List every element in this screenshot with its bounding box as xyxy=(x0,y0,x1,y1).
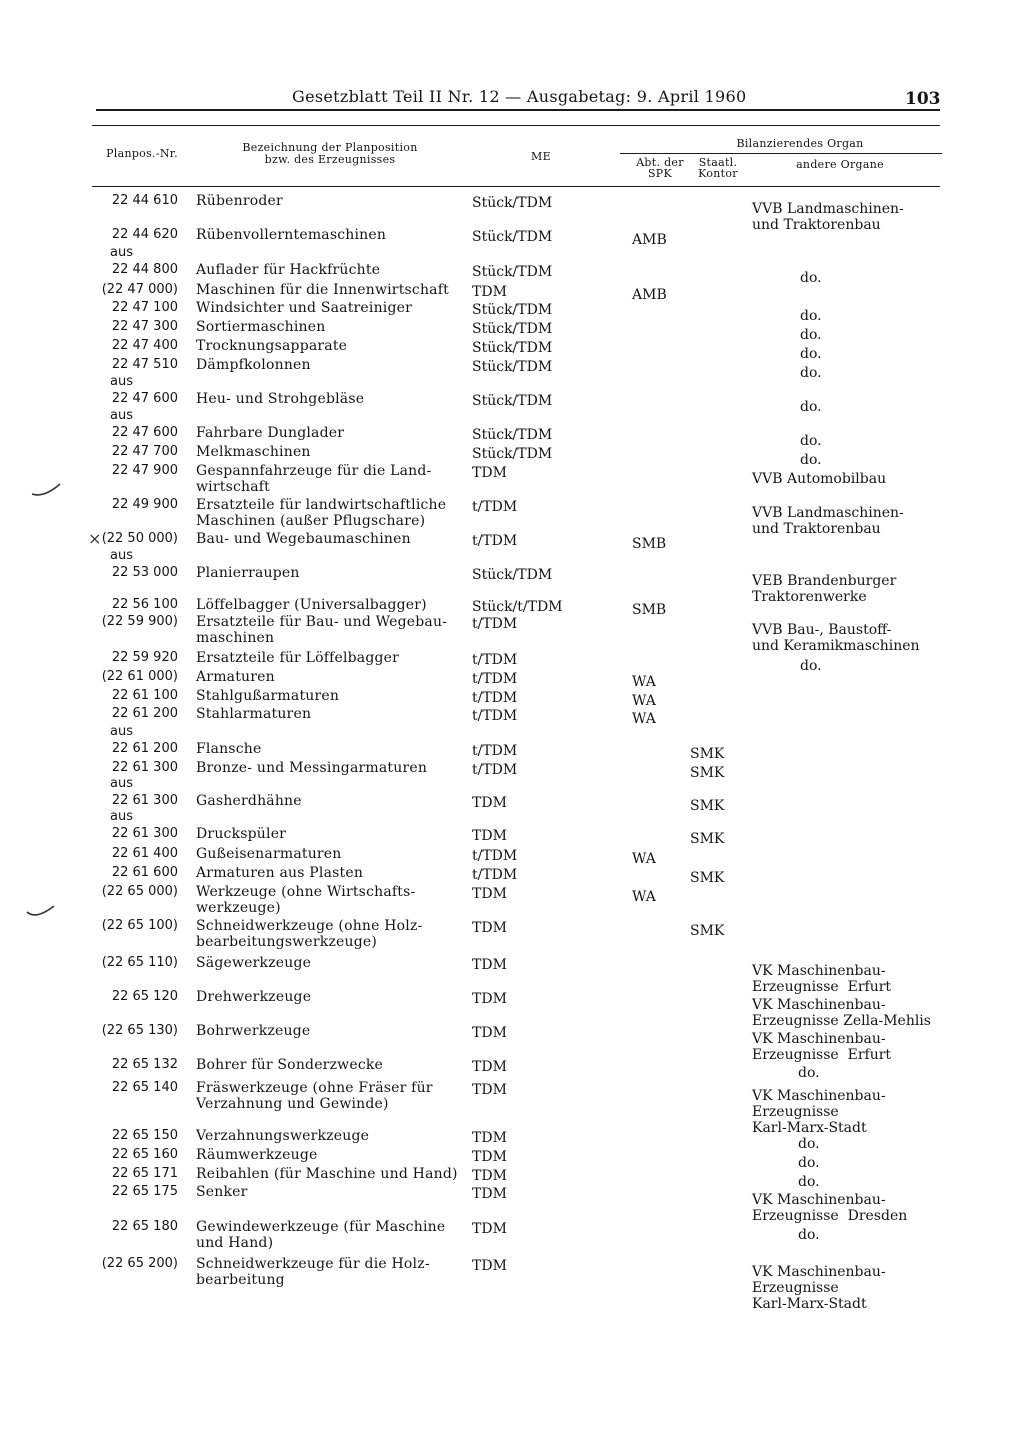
plan-position-number: 22 61 100 xyxy=(111,688,178,703)
other-organ: VVB Bau-, Baustoff- und Keramikmaschinen xyxy=(752,622,920,654)
other-organ: VVB Landmaschinen- und Traktorenbau xyxy=(752,505,904,537)
plan-position-number: 22 49 900 xyxy=(111,497,178,512)
table-row xyxy=(0,955,1024,995)
table-row xyxy=(0,1219,1024,1251)
item-description: Windsichter und Saatreiniger xyxy=(196,300,413,316)
item-description: Flansche xyxy=(196,741,262,757)
aus-prefix: aus xyxy=(110,245,133,260)
item-description: Armaturen aus Plasten xyxy=(196,865,364,881)
other-organ: VVB Landmaschinen- und Traktorenbau xyxy=(752,201,904,233)
plan-position-number: 22 47 600 xyxy=(111,425,178,440)
spk-department: SMB xyxy=(632,602,667,618)
plan-position-number: 22 65 180 xyxy=(111,1219,178,1234)
item-description: Bau- und Wegebaumaschinen xyxy=(196,531,411,547)
plan-position-number: 22 65 171 xyxy=(111,1166,178,1181)
table-row xyxy=(0,497,1024,537)
other-organ: do. xyxy=(800,365,822,381)
other-organ: do. xyxy=(798,1155,820,1171)
unit-of-measure: t/TDM xyxy=(472,533,518,549)
aus-prefix: aus xyxy=(110,374,133,389)
unit-of-measure: Stück/TDM xyxy=(472,393,553,409)
gazette-title: Gesetzblatt Teil II Nr. 12 — Ausgabetag: 9. April 1960 xyxy=(292,87,747,106)
other-organ: VK Maschinenbau- Erzeugnisse Erfurt xyxy=(752,1031,892,1063)
unit-of-measure: Stück/TDM xyxy=(472,567,553,583)
plan-position-number: 22 44 800 xyxy=(111,262,178,277)
other-organ: do. xyxy=(800,452,822,468)
other-organ: VK Maschinenbau- Erzeugnisse Dresden xyxy=(752,1192,908,1224)
item-description: Auflader für Hackfrüchte xyxy=(196,262,381,278)
unit-of-measure: TDM xyxy=(472,1168,507,1184)
table-row xyxy=(0,1128,1024,1152)
other-organ: do. xyxy=(800,270,822,286)
table-row xyxy=(0,531,1024,552)
table-row xyxy=(0,650,1024,674)
col-header-me: ME xyxy=(531,150,551,163)
unit-of-measure: Stück/TDM xyxy=(472,229,553,245)
table-row xyxy=(0,669,1024,690)
unit-of-measure: TDM xyxy=(472,1221,507,1237)
plan-position-number: 22 65 160 xyxy=(111,1147,178,1162)
other-organ: do. xyxy=(800,399,822,415)
unit-of-measure: Stück/TDM xyxy=(472,427,553,443)
item-description: Werkzeuge (ohne Wirtschafts- werkzeuge) xyxy=(196,884,416,916)
table-top-rule xyxy=(92,125,940,126)
state-kontor: SMK xyxy=(690,923,725,939)
table-row xyxy=(0,357,1024,381)
table-row xyxy=(0,319,1024,343)
unit-of-measure: Stück/TDM xyxy=(472,264,553,280)
unit-of-measure: t/TDM xyxy=(472,867,518,883)
item-description: Gußeisenarmaturen xyxy=(196,846,342,862)
col-header-kontor-line2: Kontor xyxy=(698,167,738,180)
unit-of-measure: t/TDM xyxy=(472,616,518,632)
table-row xyxy=(0,1166,1024,1190)
unit-of-measure: TDM xyxy=(472,1186,507,1202)
other-organ: do. xyxy=(800,346,822,362)
plan-position-number: (22 50 000) xyxy=(101,531,178,546)
plan-position-number: 22 61 400 xyxy=(111,846,178,861)
table-row xyxy=(0,1147,1024,1171)
state-kontor: SMK xyxy=(690,765,725,781)
other-organ: do. xyxy=(800,433,822,449)
item-description: Schneidwerkzeuge (ohne Holz- bearbeitungswerkzeuge) xyxy=(196,918,423,950)
other-organ: do. xyxy=(798,1136,820,1152)
check-mark-icon xyxy=(30,480,64,502)
table-row xyxy=(0,374,1024,415)
other-organ: VK Maschinenbau- Erzeugnisse Karl-Marx-Stadt xyxy=(752,1264,886,1312)
table-row xyxy=(0,408,1024,449)
spk-department: WA xyxy=(632,674,656,690)
plan-position-number: 22 47 300 xyxy=(111,319,178,334)
plan-position-number: 22 65 150 xyxy=(111,1128,178,1143)
plan-position-number: 22 53 000 xyxy=(111,565,178,580)
unit-of-measure: t/TDM xyxy=(472,848,518,864)
item-description: Senker xyxy=(196,1184,248,1200)
col-header-planpos: Planpos.-Nr. xyxy=(106,147,178,160)
plan-position-number: 22 47 700 xyxy=(111,444,178,459)
item-description: Rübenroder xyxy=(196,193,283,209)
plan-position-number: 22 65 132 xyxy=(111,1057,178,1072)
table-row xyxy=(0,760,1024,781)
item-description: Bohrer für Sonderzwecke xyxy=(196,1057,384,1073)
unit-of-measure: TDM xyxy=(472,957,507,973)
col-header-organ: Bilanzierendes Organ xyxy=(736,137,864,150)
table-row xyxy=(0,809,1024,847)
unit-of-measure: TDM xyxy=(472,465,507,481)
item-description: Räumwerkzeuge xyxy=(196,1147,318,1163)
table-row xyxy=(0,614,1024,654)
item-description: Druckspüler xyxy=(196,826,287,842)
state-kontor: SMK xyxy=(690,746,725,762)
plan-position-number: 22 59 920 xyxy=(111,650,178,665)
item-description: Stahlarmaturen xyxy=(196,706,312,722)
plan-position-number: 22 47 510 xyxy=(111,357,178,372)
plan-position-number: 22 61 200 xyxy=(111,706,178,721)
unit-of-measure: t/TDM xyxy=(472,499,518,515)
plan-position-number: (22 61 000) xyxy=(101,669,178,684)
table-row xyxy=(0,338,1024,362)
other-organ: do. xyxy=(800,658,822,674)
item-description: Dämpfkolonnen xyxy=(196,357,311,373)
table-row xyxy=(0,1184,1024,1224)
aus-prefix: aus xyxy=(110,776,133,791)
unit-of-measure: TDM xyxy=(472,1149,507,1165)
table-row xyxy=(0,1023,1024,1063)
unit-of-measure: TDM xyxy=(472,828,507,844)
spk-department: WA xyxy=(632,851,656,867)
plan-position-number: 22 47 100 xyxy=(111,300,178,315)
unit-of-measure: TDM xyxy=(472,1059,507,1075)
spk-department: WA xyxy=(632,889,656,905)
item-description: Ersatzteile für Bau- und Wegebau- maschinen xyxy=(196,614,448,646)
other-organ: do. xyxy=(800,327,822,343)
table-row xyxy=(0,193,1024,233)
other-organ: VEB Brandenburger Traktorenwerke xyxy=(752,573,897,605)
unit-of-measure: TDM xyxy=(472,795,507,811)
other-organ: VVB Automobilbau xyxy=(752,471,887,487)
item-description: Löffelbagger (Universalbagger) xyxy=(196,597,427,613)
item-description: Drehwerkzeuge xyxy=(196,989,312,1005)
item-description: Rübenvollerntemaschinen xyxy=(196,227,387,243)
table-row xyxy=(0,227,1024,248)
state-kontor: SMK xyxy=(690,870,725,886)
unit-of-measure: Stück/TDM xyxy=(472,302,553,318)
table-row xyxy=(0,463,1024,495)
plan-position-number: (22 65 130) xyxy=(101,1023,178,1038)
item-description: Trocknungsapparate xyxy=(196,338,348,354)
item-description: Melkmaschinen xyxy=(196,444,311,460)
state-kontor: SMK xyxy=(690,831,725,847)
item-description: Ersatzteile für landwirtschaftliche Maschinen (außer Pflugschare) xyxy=(196,497,447,529)
aus-prefix: aus xyxy=(110,408,133,423)
unit-of-measure: Stück/t/TDM xyxy=(472,599,563,615)
other-organ: VK Maschinenbau- Erzeugnisse Zella-Mehlis xyxy=(752,997,931,1029)
plan-position-number: (22 65 110) xyxy=(101,955,178,970)
item-description: Schneidwerkzeuge für die Holz- bearbeitung xyxy=(196,1256,430,1288)
plan-position-number: 22 65 175 xyxy=(111,1184,178,1199)
plan-position-number: 22 61 300 xyxy=(111,760,178,775)
unit-of-measure: t/TDM xyxy=(472,708,518,724)
table-row xyxy=(0,444,1024,468)
other-organ: do. xyxy=(798,1227,820,1243)
table-row xyxy=(0,865,1024,886)
other-organ: do. xyxy=(800,308,822,324)
unit-of-measure: TDM xyxy=(472,284,507,300)
table-row xyxy=(0,1256,1024,1312)
item-description: Reibahlen (für Maschine und Hand) xyxy=(196,1166,458,1182)
plan-position-number: 22 44 610 xyxy=(111,193,178,208)
item-description: Sortiermaschinen xyxy=(196,319,326,335)
table-head-bottom-rule xyxy=(92,186,940,187)
item-description: Stahlgußarmaturen xyxy=(196,688,340,704)
spk-department: WA xyxy=(632,711,656,727)
unit-of-measure: t/TDM xyxy=(472,762,518,778)
table-row xyxy=(0,245,1024,286)
plan-position-number: 22 56 100 xyxy=(111,597,178,612)
table-row xyxy=(0,724,1024,762)
table-row xyxy=(0,688,1024,709)
item-description: Bohrwerkzeuge xyxy=(196,1023,311,1039)
other-organ: do. xyxy=(798,1065,820,1081)
item-description: Gasherdhähne xyxy=(196,793,302,809)
unit-of-measure: Stück/TDM xyxy=(472,340,553,356)
item-description: Sägewerkzeuge xyxy=(196,955,312,971)
aus-prefix: aus xyxy=(110,548,133,563)
aus-prefix: aus xyxy=(110,724,133,739)
table-row xyxy=(0,776,1024,814)
plan-position-number: 22 61 300 xyxy=(111,826,178,841)
plan-position-number: 22 61 200 xyxy=(111,741,178,756)
state-kontor: SMK xyxy=(690,798,725,814)
col-header-abt-line1: Abt. der xyxy=(636,156,684,169)
unit-of-measure: Stück/TDM xyxy=(472,446,553,462)
table-row xyxy=(0,918,1024,950)
plan-position-number: (22 65 100) xyxy=(101,918,178,933)
item-description: Verzahnungswerkzeuge xyxy=(196,1128,370,1144)
check-mark-icon xyxy=(24,900,58,924)
plan-position-number: 22 44 620 xyxy=(111,227,178,242)
item-description: Planierraupen xyxy=(196,565,300,581)
other-organ: VK Maschinenbau- Erzeugnisse Erfurt xyxy=(752,963,892,995)
plan-position-number: (22 65 200) xyxy=(101,1256,178,1271)
plan-position-number: (22 47 000) xyxy=(101,282,178,297)
organ-group-rule xyxy=(620,153,942,154)
unit-of-measure: TDM xyxy=(472,886,507,902)
table-row xyxy=(0,282,1024,303)
spk-department: AMB xyxy=(632,287,667,303)
col-header-bezeichnung-line1: Bezeichnung der Planposition xyxy=(242,141,418,154)
unit-of-measure: TDM xyxy=(472,991,507,1007)
unit-of-measure: TDM xyxy=(472,1082,507,1098)
unit-of-measure: TDM xyxy=(472,920,507,936)
table-row xyxy=(0,706,1024,727)
unit-of-measure: TDM xyxy=(472,1025,507,1041)
col-header-kontor-line1: Staatl. xyxy=(698,156,738,169)
table-row xyxy=(0,597,1024,618)
plan-position-number: 22 65 120 xyxy=(111,989,178,1004)
col-header-abt-line2: SPK xyxy=(647,167,673,180)
item-description: Armaturen xyxy=(196,669,275,685)
item-description: Gespannfahrzeuge für die Land- wirtschaft xyxy=(196,463,432,495)
unit-of-measure: Stück/TDM xyxy=(472,359,553,375)
unit-of-measure: t/TDM xyxy=(472,671,518,687)
plan-position-number: (22 59 900) xyxy=(101,614,178,629)
unit-of-measure: Stück/TDM xyxy=(472,321,553,337)
aus-prefix: aus xyxy=(110,809,133,824)
item-description: Fräswerkzeuge (ohne Fräser für Verzahnung und Gewinde) xyxy=(196,1080,433,1112)
table-row xyxy=(0,989,1024,1029)
page-number: 103 xyxy=(905,89,941,109)
other-organ: do. xyxy=(798,1174,820,1190)
plan-position-number: 22 61 600 xyxy=(111,865,178,880)
table-row xyxy=(0,300,1024,324)
item-description: Gewindewerkzeuge (für Maschine und Hand) xyxy=(196,1219,446,1251)
unit-of-measure: TDM xyxy=(472,1130,507,1146)
plan-position-number: 22 61 300 xyxy=(111,793,178,808)
unit-of-measure: t/TDM xyxy=(472,743,518,759)
spk-department: AMB xyxy=(632,232,667,248)
unit-of-measure: TDM xyxy=(472,1258,507,1274)
plan-position-number: 22 47 900 xyxy=(111,463,178,478)
col-header-bezeichnung-line2: bzw. des Erzeugnisses xyxy=(264,153,396,166)
plan-position-number: 22 47 600 xyxy=(111,391,178,406)
item-description: Fahrbare Dunglader xyxy=(196,425,345,441)
other-organ: VK Maschinenbau- Erzeugnisse Karl-Marx-Stadt xyxy=(752,1088,886,1136)
table-row xyxy=(0,884,1024,916)
unit-of-measure: Stück/TDM xyxy=(472,195,553,211)
col-header-andere: andere Organe xyxy=(796,158,884,171)
plan-position-number: 22 65 140 xyxy=(111,1080,178,1095)
table-row xyxy=(0,846,1024,867)
unit-of-measure: t/TDM xyxy=(472,690,518,706)
plan-position-number: 22 47 400 xyxy=(111,338,178,353)
item-description: Heu- und Strohgebläse xyxy=(196,391,365,407)
item-description: Bronze- und Messingarmaturen xyxy=(196,760,428,776)
spk-department: WA xyxy=(632,693,656,709)
cross-mark: × xyxy=(88,529,102,548)
plan-position-number: (22 65 000) xyxy=(101,884,178,899)
spk-department: SMB xyxy=(632,536,667,552)
item-description: Maschinen für die Innenwirtschaft xyxy=(196,282,449,298)
header-rule xyxy=(96,109,940,111)
unit-of-measure: t/TDM xyxy=(472,652,518,668)
item-description: Ersatzteile für Löffelbagger xyxy=(196,650,400,666)
table-row xyxy=(0,1057,1024,1081)
